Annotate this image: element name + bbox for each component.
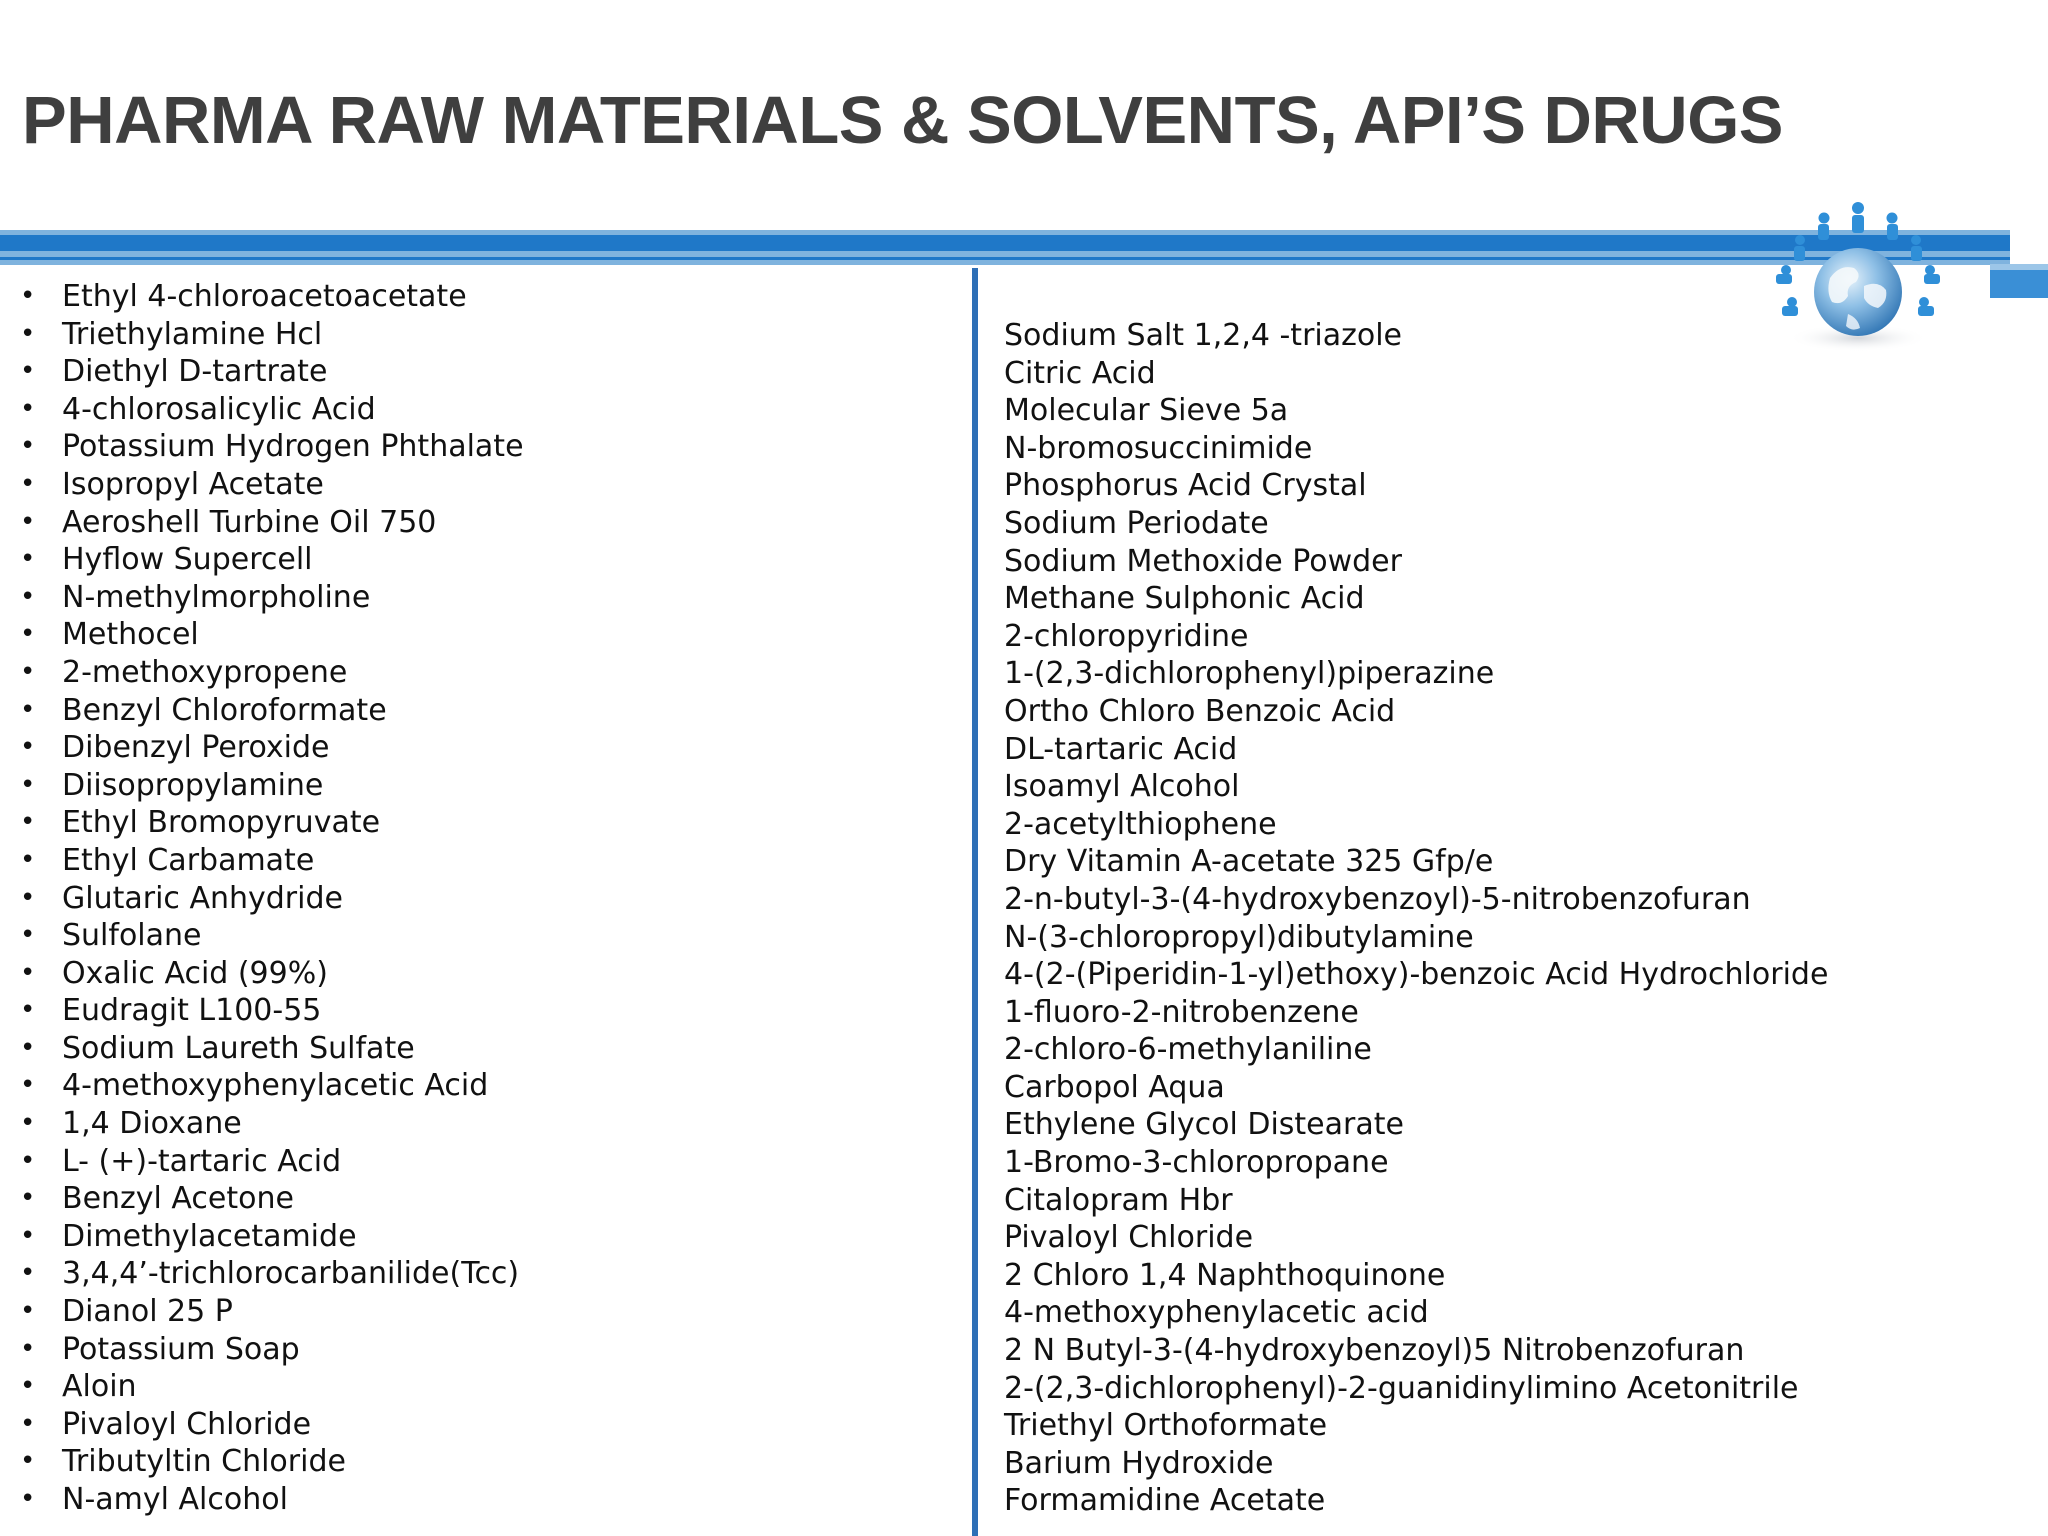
list-item: • Potassium Hydrogen Phthalate (20, 429, 524, 465)
list-item: • Dimethylacetamide (20, 1218, 357, 1254)
right-material-list (1004, 317, 1828, 1520)
list-item: Phosphorus Acid Crystal (1004, 468, 1367, 504)
list-item: 2-chloro-6-methylaniline (1004, 1032, 1372, 1068)
list-item: N-(3-chloropropyl)dibutylamine (1004, 919, 1474, 955)
bullet-icon: • (20, 732, 36, 763)
list-item: • 2-methoxypropene (20, 654, 348, 690)
list-item: Dry Vitamin A-acetate 325 Gfp/e (1004, 844, 1494, 880)
list-item: • Triethylamine Hcl (20, 316, 323, 352)
list-item: • Eudragit L100-55 (20, 993, 322, 1029)
list-item: 2-chloropyridine (1004, 618, 1249, 654)
bullet-icon: • (20, 1371, 36, 1402)
bullet-icon: • (20, 807, 36, 838)
list-item: • Glutaric Anhydride (20, 880, 343, 916)
list-item: • 3,4,4’-trichlorocarbanilide(Tcc) (20, 1256, 520, 1292)
list-item: • 1,4 Dioxane (20, 1106, 242, 1142)
bullet-icon: • (20, 1484, 36, 1514)
list-item: Formamidine Acetate (1004, 1483, 1326, 1519)
bullet-icon: • (20, 1333, 36, 1364)
list-item: Citalopram Hbr (1004, 1182, 1233, 1218)
bullet-icon: • (20, 995, 36, 1026)
bullet-icon: • (20, 1258, 36, 1289)
list-item: Ortho Chloro Benzoic Acid (1004, 693, 1396, 729)
bullet-icon: • (20, 393, 36, 424)
list-item: Triethyl Orthoformate (1004, 1408, 1328, 1444)
bullet-icon: • (20, 1108, 36, 1139)
list-item: 4-(2-(Piperidin-1-yl)ethoxy)-benzoic Acid Hydrochloride (1004, 957, 1829, 993)
bullet-icon: • (20, 1183, 36, 1214)
bullet-icon: • (20, 1070, 36, 1101)
bullet-icon: • (20, 1032, 36, 1063)
list-item: • Sulfolane (20, 918, 202, 954)
list-item: • Diisopropylamine (20, 767, 324, 803)
list-item: • Ethyl Carbamate (20, 842, 315, 878)
list-item: • N-amyl Alcohol (20, 1482, 288, 1517)
bullet-icon: • (20, 957, 36, 988)
list-item: Citric Acid (1004, 355, 1156, 391)
bullet-icon: • (20, 281, 36, 311)
bullet-icon: • (20, 356, 36, 387)
list-item: • 4-methoxyphenylacetic Acid (20, 1068, 489, 1104)
bullet-icon: • (20, 656, 36, 687)
list-item: • L- (+)-tartaric Acid (20, 1143, 342, 1179)
list-item: • Methocel (20, 617, 199, 653)
list-item: 2-acetylthiophene (1004, 806, 1277, 842)
left-material-list (20, 278, 524, 1519)
list-item: • Ethyl 4-chloroacetoacetate (20, 279, 467, 314)
bullet-icon: • (20, 882, 36, 913)
bullet-icon: • (20, 1220, 36, 1251)
list-item: • Benzyl Chloroformate (20, 692, 387, 728)
list-item: DL-tartaric Acid (1004, 731, 1238, 767)
bullet-icon: • (20, 581, 36, 612)
list-item: N-bromosuccinimide (1004, 430, 1313, 466)
bullet-icon: • (20, 769, 36, 800)
list-item: • Potassium Soap (20, 1331, 300, 1367)
list-item: • Ethyl Bromopyruvate (20, 805, 381, 841)
bullet-icon: • (20, 1145, 36, 1176)
header-band (0, 230, 2010, 272)
bullet-icon: • (20, 1446, 36, 1477)
bullet-icon: • (20, 1296, 36, 1327)
page-title: PHARMA RAW MATERIALS & SOLVENTS, API’S DRUGS (22, 83, 1783, 158)
list-item: Sodium Methoxide Powder (1004, 543, 1402, 579)
list-item: • Aeroshell Turbine Oil 750 (20, 504, 437, 540)
list-item: • N-methylmorpholine (20, 579, 371, 615)
list-item: Pivaloyl Chloride (1004, 1220, 1254, 1256)
list-item: • Hyflow Supercell (20, 542, 313, 578)
list-item: • 4-chlorosalicylic Acid (20, 391, 376, 427)
list-item: 1-Bromo-3-chloropropane (1004, 1145, 1389, 1181)
list-item: Molecular Sieve 5a (1004, 393, 1289, 429)
bullet-icon: • (20, 544, 36, 575)
list-item: 1-fluoro-2-nitrobenzene (1004, 994, 1359, 1030)
list-item: Carbopol Aqua (1004, 1069, 1225, 1105)
list-item: 2 N Butyl-3-(4-hydroxybenzoyl)5 Nitrobenzofuran (1004, 1333, 1745, 1369)
bullet-icon: • (20, 468, 36, 499)
list-item: • Dianol 25 P (20, 1294, 233, 1330)
list-item: • Oxalic Acid (99%) (20, 955, 328, 991)
bullet-icon: • (20, 318, 36, 349)
list-item: • Benzyl Acetone (20, 1181, 294, 1217)
bullet-icon: • (20, 1408, 36, 1439)
list-item: Isoamyl Alcohol (1004, 769, 1240, 805)
list-item: • Tributyltin Chloride (20, 1444, 346, 1480)
list-item: • Isopropyl Acetate (20, 466, 324, 502)
list-item: • Dibenzyl Peroxide (20, 730, 330, 766)
list-item: 2-(2,3-dichlorophenyl)-2-guanidinylimino Acetonitrile (1004, 1370, 1799, 1406)
list-item: Barium Hydroxide (1004, 1445, 1274, 1481)
list-item: Sodium Periodate (1004, 505, 1269, 541)
bullet-icon: • (20, 619, 36, 650)
bullet-icon: • (20, 506, 36, 537)
bullet-icon: • (20, 694, 36, 725)
bullet-icon: • (20, 920, 36, 951)
list-item: Sodium Salt 1,2,4 -triazole (1004, 318, 1403, 353)
list-item: • Sodium Laureth Sulfate (20, 1030, 415, 1066)
list-item: • Aloin (20, 1369, 137, 1405)
list-item: Methane Sulphonic Acid (1004, 581, 1365, 617)
bullet-icon: • (20, 844, 36, 875)
list-item: 1-(2,3-dichlorophenyl)piperazine (1004, 656, 1495, 692)
list-item: 2-n-butyl-3-(4-hydroxybenzoyl)-5-nitrobenzofuran (1004, 881, 1751, 917)
list-item: 4-methoxyphenylacetic acid (1004, 1295, 1429, 1331)
column-divider (972, 268, 978, 1536)
list-item: Ethylene Glycol Distearate (1004, 1107, 1404, 1143)
list-item: 2 Chloro 1,4 Naphthoquinone (1004, 1257, 1446, 1293)
list-item: • Diethyl D-tartrate (20, 354, 328, 390)
bullet-icon: • (20, 431, 36, 462)
list-item: • Pivaloyl Chloride (20, 1406, 312, 1442)
